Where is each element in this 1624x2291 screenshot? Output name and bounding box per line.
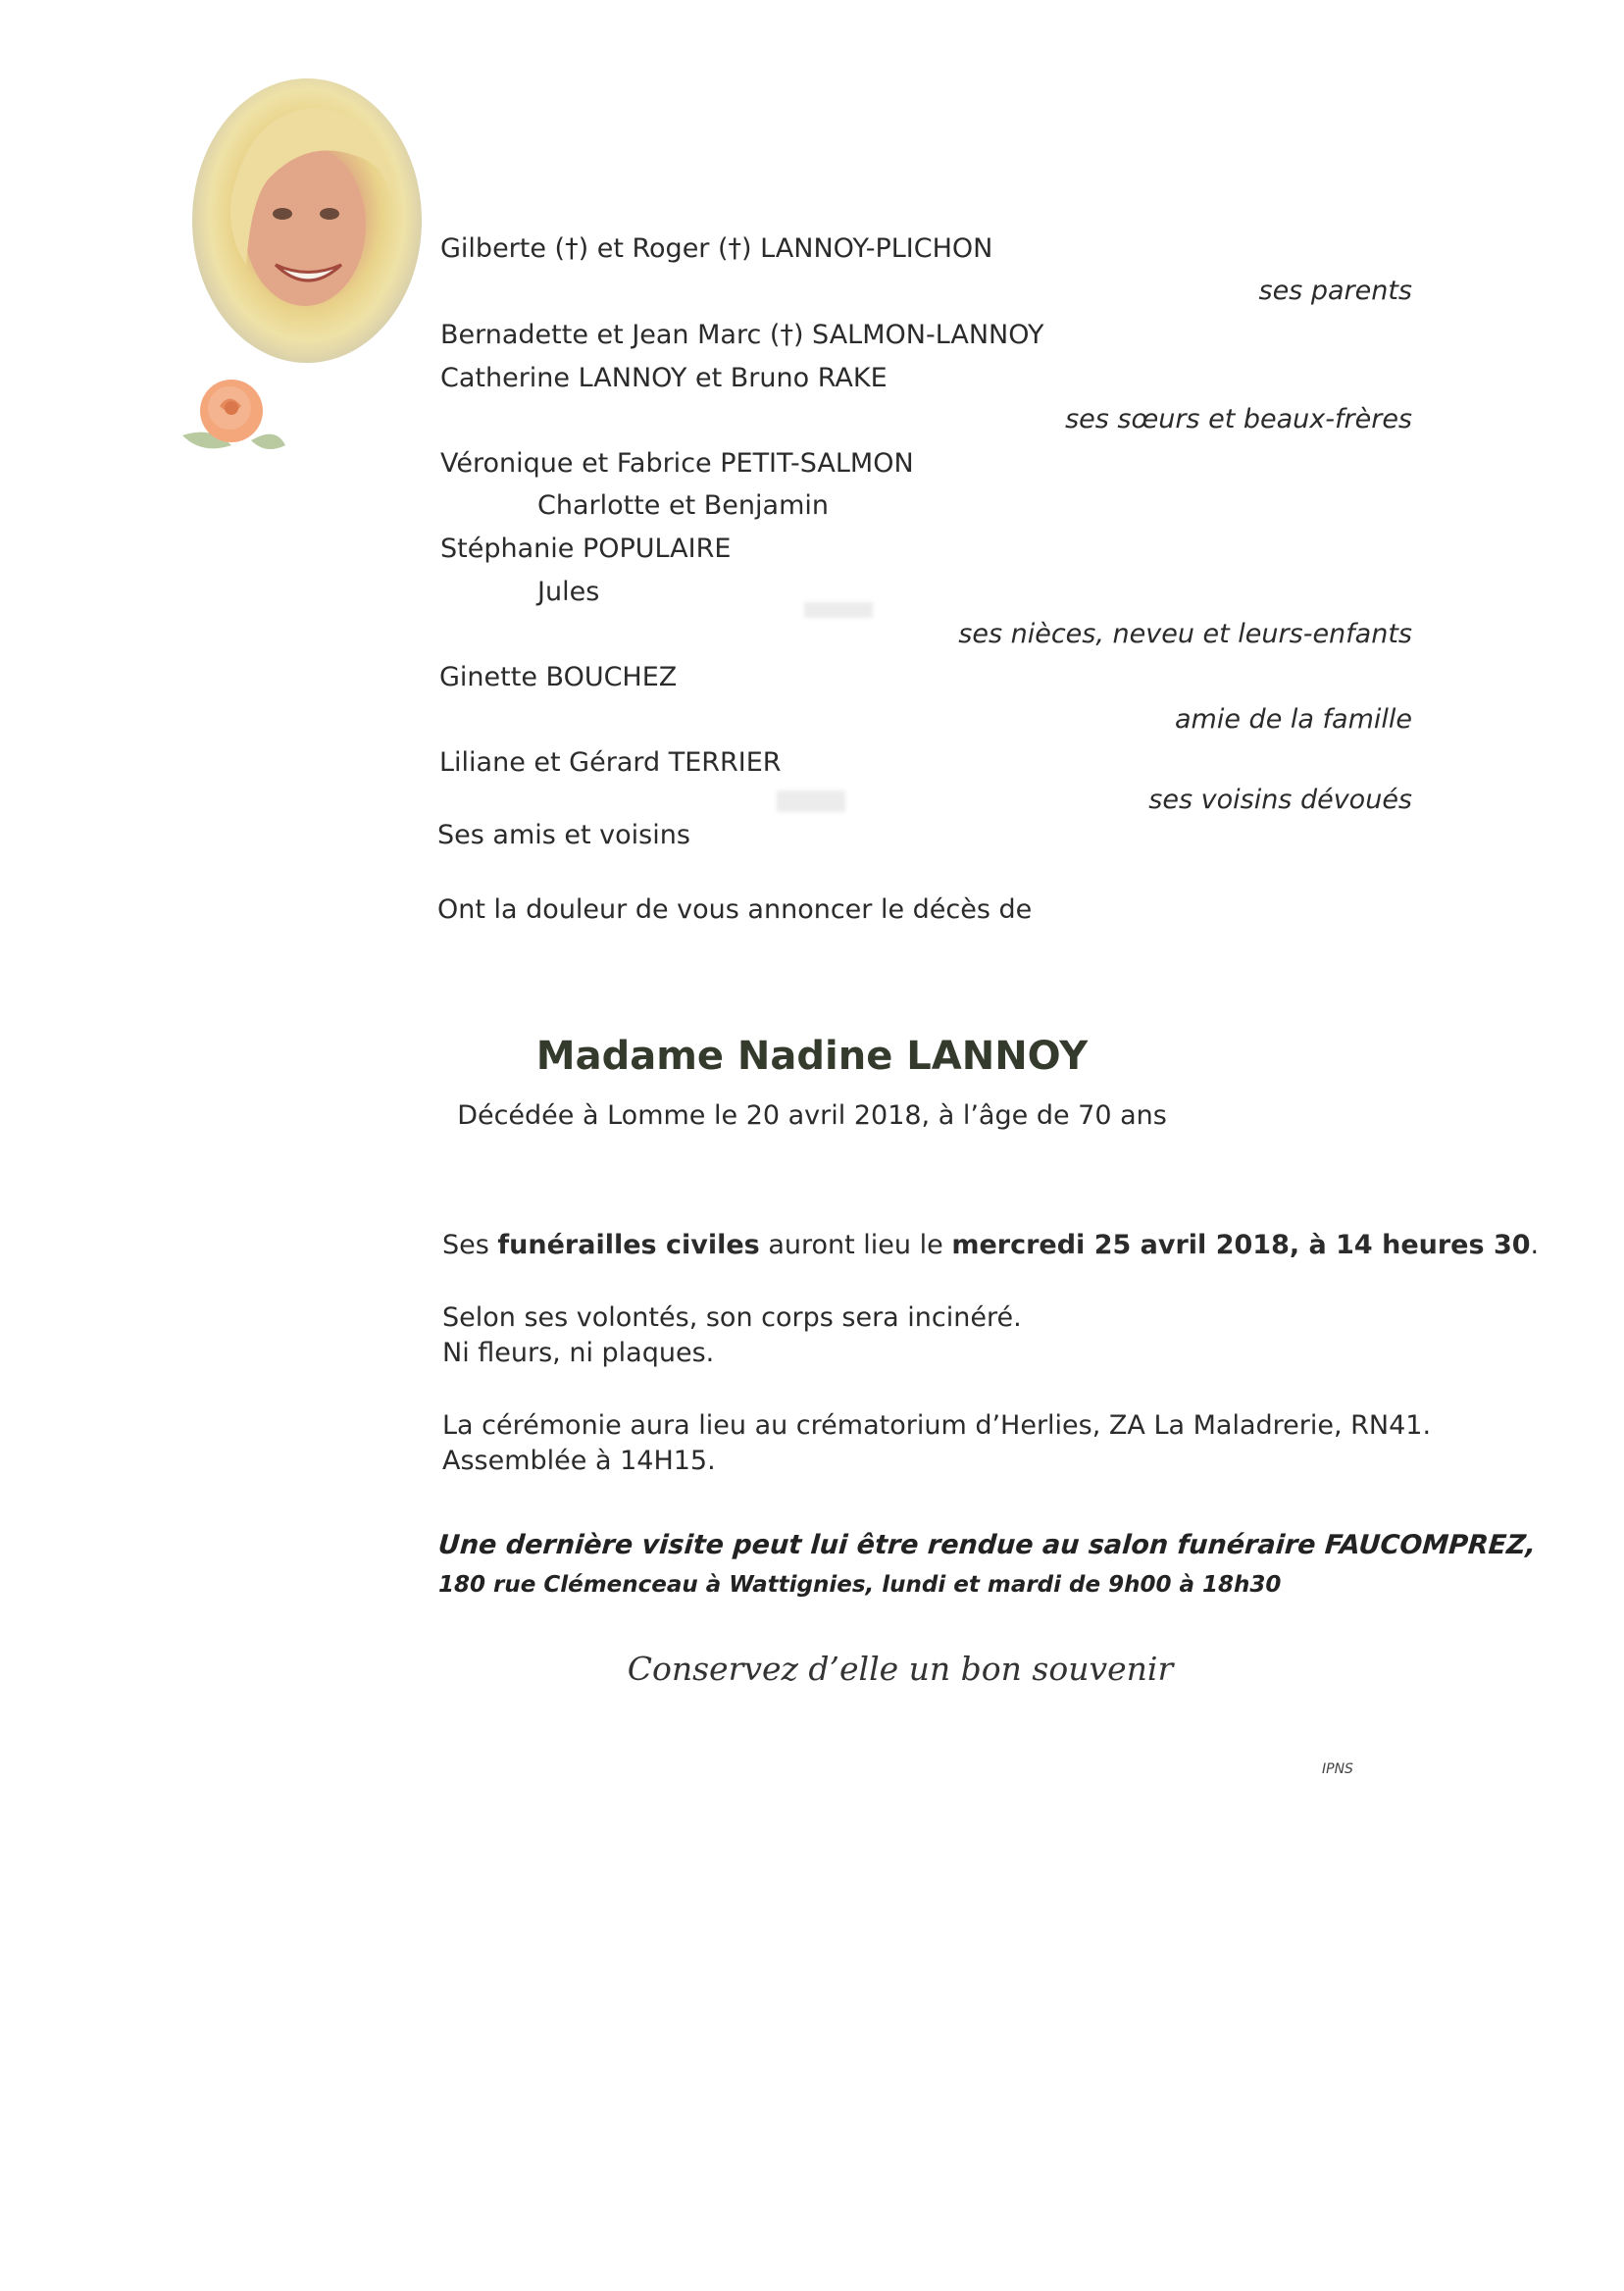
visit-line-1: Une dernière visite peut lui être rendue au salon funéraire FAUCOMPREZ, xyxy=(436,1530,1538,1560)
family-name-2: Bernadette et Jean Marc (†) SALMON-LANNOY xyxy=(440,320,1044,350)
funeral-text: Ses xyxy=(442,1230,498,1260)
family-role-nieces: ses nièces, neveu et leurs-enfants xyxy=(958,619,1412,649)
family-role-neighbours: ses voisins dévoués xyxy=(1148,785,1412,815)
family-name-10: Ses amis et voisins xyxy=(437,820,690,850)
family-role-sisters: ses sœurs et beaux-frères xyxy=(1065,404,1412,434)
portrait-photo xyxy=(192,78,422,363)
wishes-line-1: Selon ses volontés, son corps sera incinéré. xyxy=(442,1302,1022,1333)
portrait-face-icon xyxy=(192,78,422,363)
family-name-3: Catherine LANNOY et Bruno RAKE xyxy=(440,363,888,393)
ceremony-line-1: La cérémonie aura lieu au crématorium d’Herlies, ZA La Maladrerie, RN41. xyxy=(442,1410,1432,1441)
family-role-friend: amie de la famille xyxy=(1175,704,1412,735)
scan-smudge xyxy=(804,602,873,618)
funeral-text: auront lieu le xyxy=(759,1230,952,1260)
family-name-4: Véronique et Fabrice PETIT-SALMON xyxy=(440,448,914,479)
ceremony-line-2: Assemblée à 14H15. xyxy=(442,1446,716,1476)
funeral-info xyxy=(442,1230,1539,1260)
footer-mark: IPNS xyxy=(1322,1761,1353,1777)
funeral-date: mercredi 25 avril 2018, à 14 heures 30 xyxy=(951,1230,1531,1260)
funeral-text: . xyxy=(1530,1230,1540,1260)
family-name-7: Jules xyxy=(537,577,600,607)
family-name-9: Liliane et Gérard TERRIER xyxy=(439,747,782,778)
rose-icon xyxy=(173,367,290,457)
family-name-5: Charlotte et Benjamin xyxy=(537,490,829,521)
family-name-8: Ginette BOUCHEZ xyxy=(439,662,678,692)
family-role-parents: ses parents xyxy=(1258,276,1412,306)
scan-smudge xyxy=(777,790,845,812)
deceased-details: Décédée à Lomme le 20 avril 2018, à l’âge de 70 ans xyxy=(457,1100,1167,1131)
visit-line-2: 180 rue Clémenceau à Wattignies, lundi et mardi de 9h00 à 18h30 xyxy=(438,1572,1282,1598)
closing-phrase: Conservez d’elle un bon souvenir xyxy=(627,1650,1174,1688)
funeral-type: funérailles civiles xyxy=(497,1230,760,1260)
announcement-text: Ont la douleur de vous annoncer le décès de xyxy=(437,894,1033,925)
deceased-name: Madame Nadine LANNOY xyxy=(535,1034,1089,1079)
rose-decoration xyxy=(173,367,290,457)
family-name-6: Stéphanie POPULAIRE xyxy=(440,534,732,564)
wishes-line-2: Ni fleurs, ni plaques. xyxy=(442,1338,715,1368)
family-name-1: Gilberte (†) et Roger (†) LANNOY-PLICHON xyxy=(440,233,993,264)
